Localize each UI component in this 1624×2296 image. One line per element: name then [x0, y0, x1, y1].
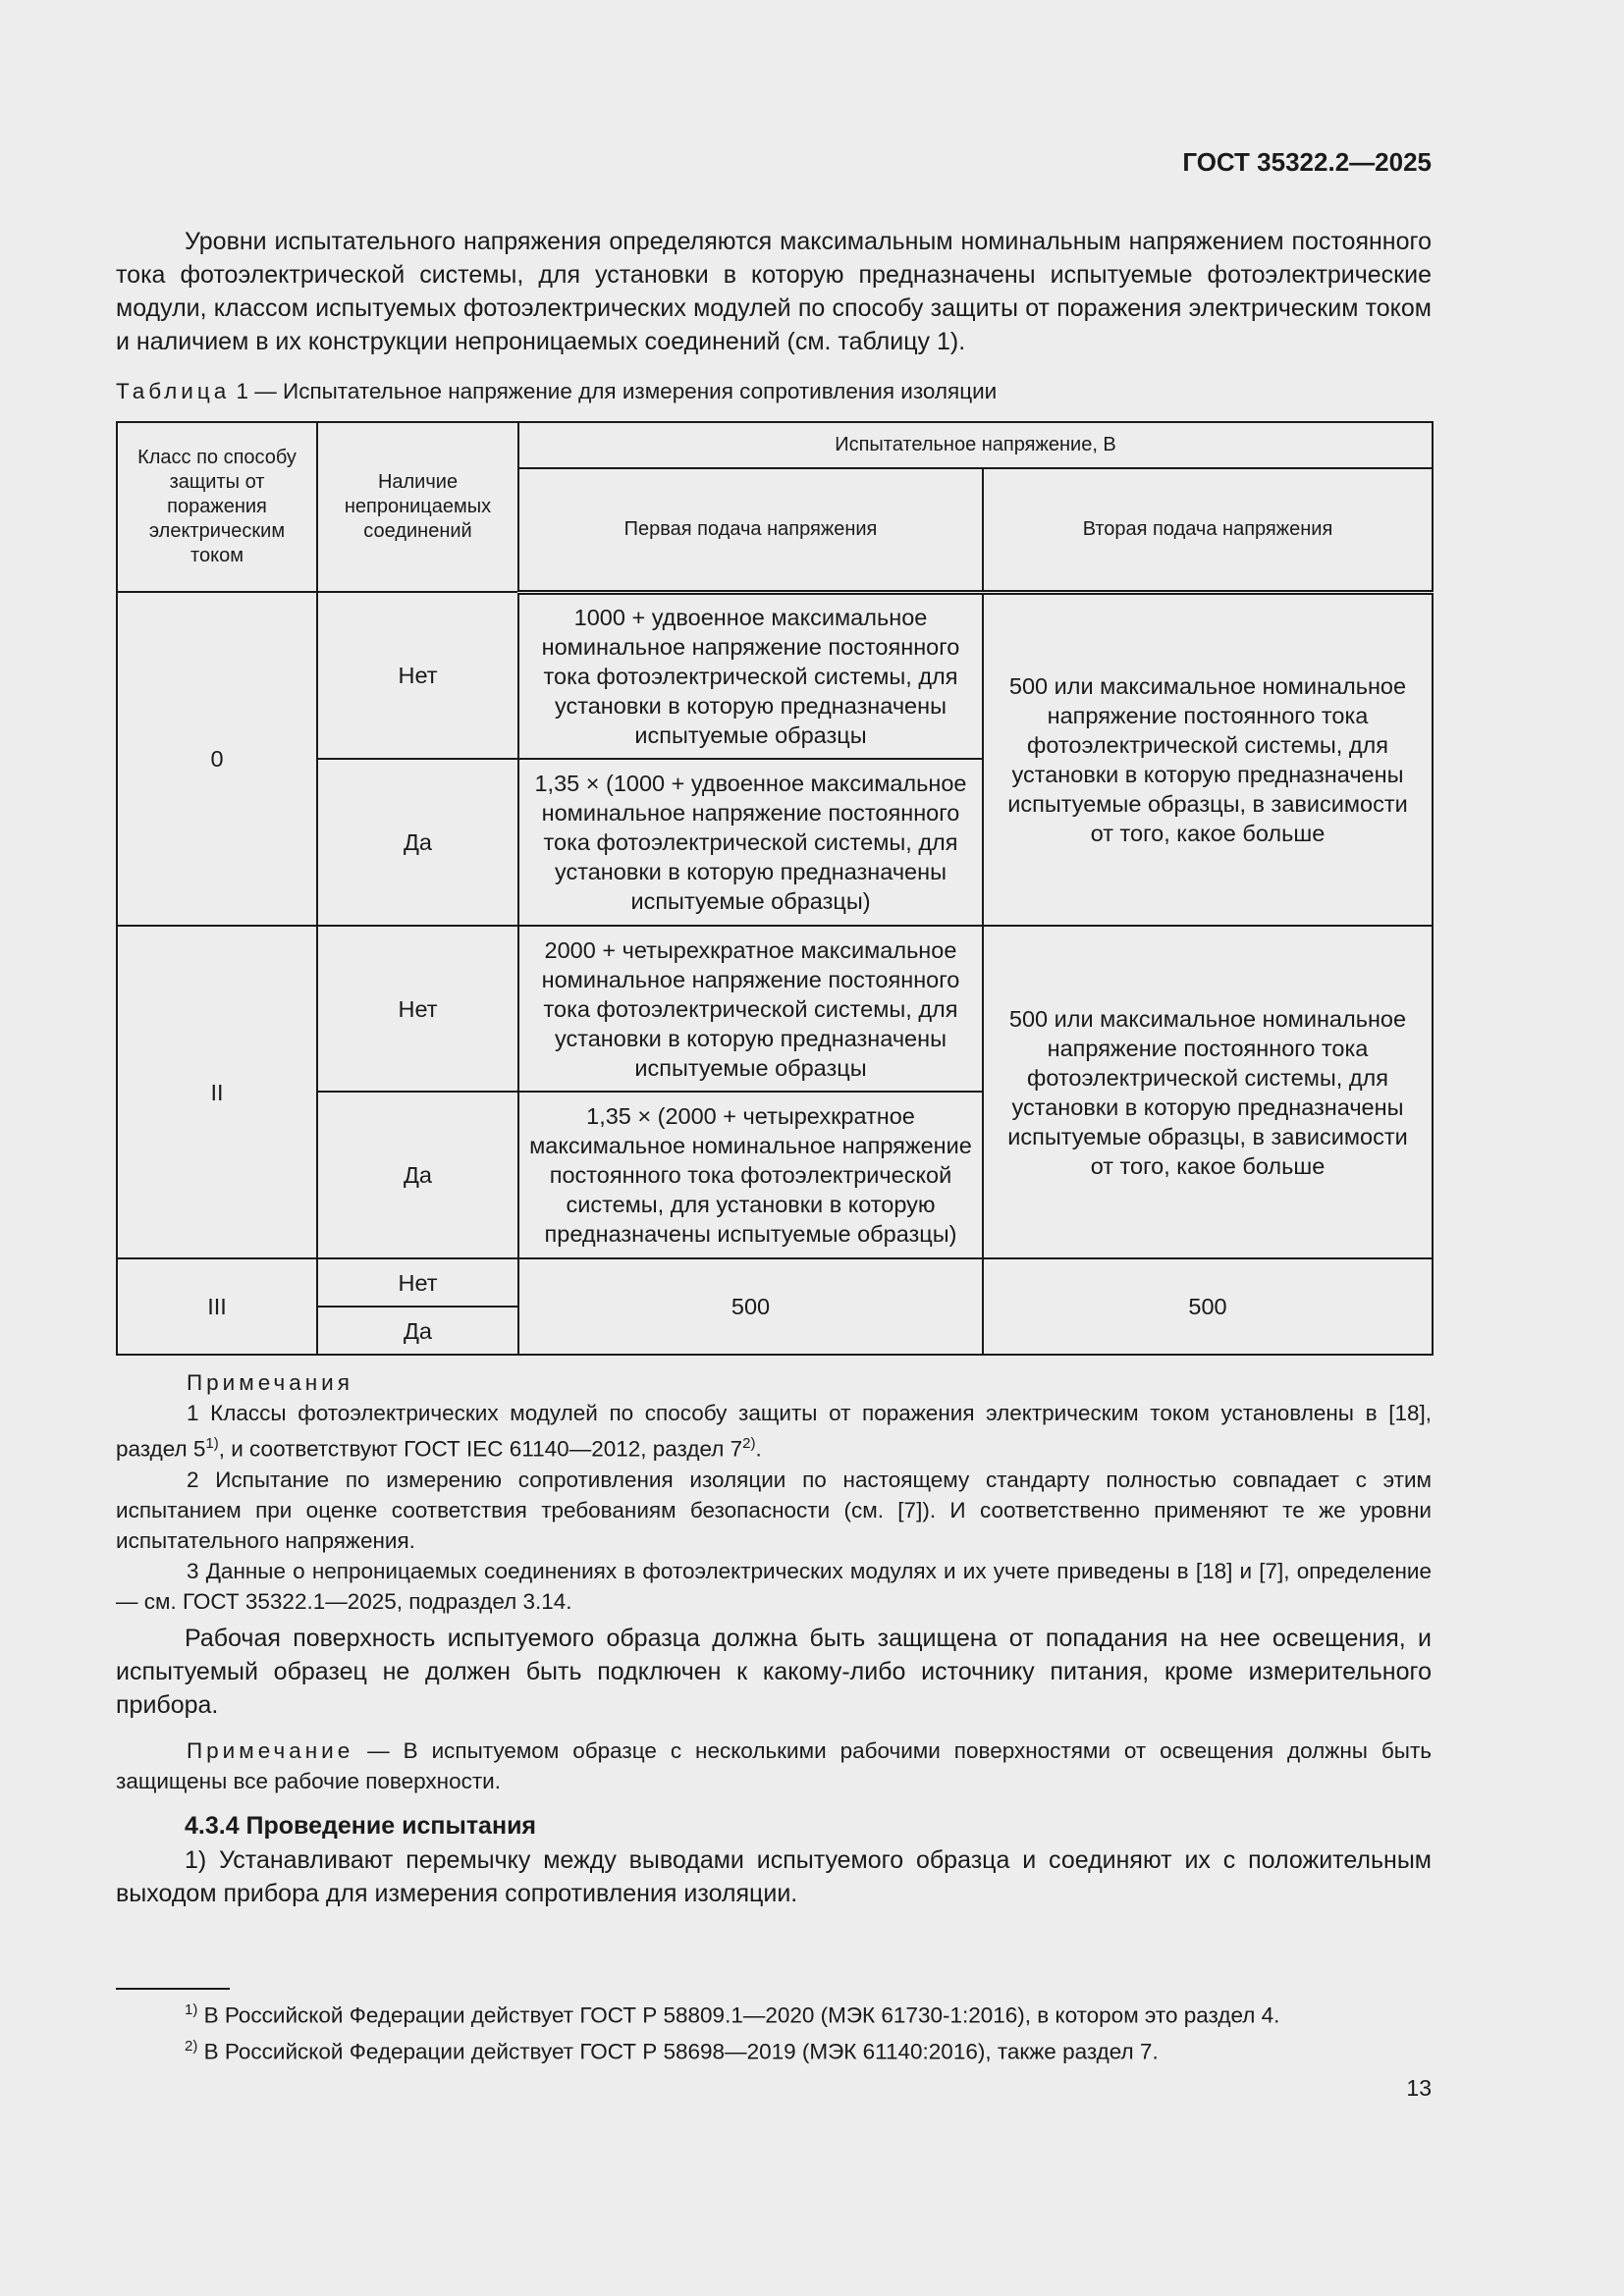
footnote-separator: [116, 1988, 230, 1990]
table-caption-text: 1 — Испытательное напряжение для измерения сопротивления изоляции: [236, 379, 998, 403]
note-3-text: 3 Данные о непроницаемых соединениях в фотоэлектрических модулях и их учете приведены в [18] и [7], определение — см. ГОСТ 35322.1—2025, подраздел 3.14.: [116, 1558, 1432, 1614]
note-1-text-c: .: [755, 1436, 762, 1462]
class-III-second-cell: 500: [983, 1258, 1433, 1355]
step-1-text: 1) Устанавливают перемычку между выводами испытуемого образца и соединяют их с положительным выходом прибора для измерения сопротивления изоляции.: [116, 1846, 1432, 1907]
seal-no-cell: Нет: [317, 926, 518, 1092]
seal-yes-cell: Да: [317, 759, 518, 926]
class-0-no-first-cell: 1000 + удвоенное максимальное номинальное напряжение постоянного тока фотоэлектрической системы, для установки в которую предназначены испытуемые образцы: [518, 592, 983, 759]
note-1-text: 1 Классы фотоэлектрических модулей по способу защиты от поражения электрическим током установлены в [18], раздел 5: [116, 1401, 1432, 1462]
page-number: 13: [1406, 2075, 1432, 2101]
note-2: [116, 1465, 1432, 1556]
footnote-2-mark: 2): [185, 2038, 198, 2055]
class-III-first-cell: 500: [518, 1258, 983, 1355]
notes-block: [116, 1367, 1432, 1617]
footnote-1-mark: 1): [185, 2002, 198, 2018]
footnote-ref-1: 1): [205, 1435, 219, 1452]
section-heading: 4.3.4 Проведение испытания: [185, 1812, 537, 1840]
footnote-2: [185, 2032, 1159, 2067]
note-1: [116, 1398, 1432, 1465]
class-II-cell: II: [117, 926, 317, 1258]
class-II-no-first-cell: 2000 + четырехкратное максимальное номинальное напряжение постоянного тока фотоэлектрической системы, для установки в которую предназначены испытуемые образцы: [518, 926, 983, 1092]
surface-text: Рабочая поверхность испытуемого образца должна быть защищена от попадания на нее освещения, и испытуемый образец не должен быть подключен к какому-либо источнику питания, кроме измерительного прибора.: [116, 1625, 1432, 1719]
note-single: [116, 1735, 1432, 1796]
seal-no-cell: Нет: [317, 592, 518, 759]
header-second-application: Вторая подача напряжения: [983, 468, 1433, 592]
seal-yes-cell: Да: [317, 1307, 518, 1355]
document-code: ГОСТ 35322.2—2025: [1182, 147, 1432, 177]
table-caption-label: Таблица: [116, 379, 231, 403]
footnote-2-text: В Российской Федерации действует ГОСТ Р 58698—2019 (МЭК 61140:2016), также раздел 7.: [203, 2039, 1159, 2064]
footnote-ref-2: 2): [742, 1435, 756, 1452]
notes-title: Примечания: [187, 1370, 353, 1395]
seal-yes-cell: Да: [317, 1092, 518, 1258]
header-seal: Наличие непроницаемых соединений: [317, 422, 518, 592]
class-0-cell: 0: [117, 592, 317, 926]
class-0-second-cell: 500 или максимальное номинальное напряжение постоянного тока фотоэлектрической системы, для установки в которую предназначены испытуемые образцы, в зависимости от того, какое больше: [983, 592, 1433, 926]
step-1-paragraph: [116, 1843, 1432, 1910]
footnote-1-text: В Российской Федерации действует ГОСТ Р 58809.1—2020 (МЭК 61730-1:2016), в котором это раздел 4.: [203, 2002, 1280, 2028]
header-voltage: Испытательное напряжение, В: [518, 422, 1433, 468]
voltage-table: [116, 421, 1434, 1356]
note-1-text-b: , и соответствуют ГОСТ IEC 61140—2012, раздел 7: [218, 1436, 743, 1462]
note-text: — В испытуемом образце с несколькими рабочими поверхностями от освещения должны быть защищены все рабочие поверхности.: [116, 1738, 1432, 1793]
header-first-application: Первая подача напряжения: [518, 468, 983, 592]
surface-paragraph: [116, 1622, 1432, 1722]
class-II-second-cell: 500 или максимальное номинальное напряжение постоянного тока фотоэлектрической системы, для установки в которую предназначены испытуемые образцы, в зависимости от того, какое больше: [983, 926, 1433, 1258]
header-class: Класс по способу защиты от поражения электрическим током: [117, 422, 317, 592]
class-0-yes-first-cell: 1,35 × (1000 + удвоенное максимальное номинальное напряжение постоянного тока фотоэлектрической системы, для установки в которую предназначены испытуемые образцы): [518, 759, 983, 926]
note-label: Примечание: [187, 1738, 354, 1763]
seal-no-cell: Нет: [317, 1258, 518, 1307]
class-III-cell: III: [117, 1258, 317, 1355]
footnote-1: [185, 1996, 1279, 2031]
intro-paragraph: [116, 225, 1432, 358]
intro-text: Уровни испытательного напряжения определяются максимальным номинальным напряжением постоянного тока фотоэлектрической системы, для установки в которую предназначены испытуемые фотоэлектрические модули, классом испытуемых фотоэлектрических модулей по способу защиты от поражения электрическим током и наличием в их конструкции непроницаемых соединений (см. таблицу 1).: [116, 228, 1432, 355]
note-2-text: 2 Испытание по измерению сопротивления изоляции по настоящему стандарту полностью совпадает с этим испытанием при оценке соответствия требованиям безопасности (см. [7]). И соответственно применяют те же уровни испытательного напряжения.: [116, 1467, 1432, 1553]
table-caption: [116, 379, 997, 404]
note-3: [116, 1556, 1432, 1617]
class-II-yes-first-cell: 1,35 × (2000 + четырехкратное максимальное номинальное напряжение постоянного тока фотоэлектрической системы, для установки в которую предназначены испытуемые образцы): [518, 1092, 983, 1258]
